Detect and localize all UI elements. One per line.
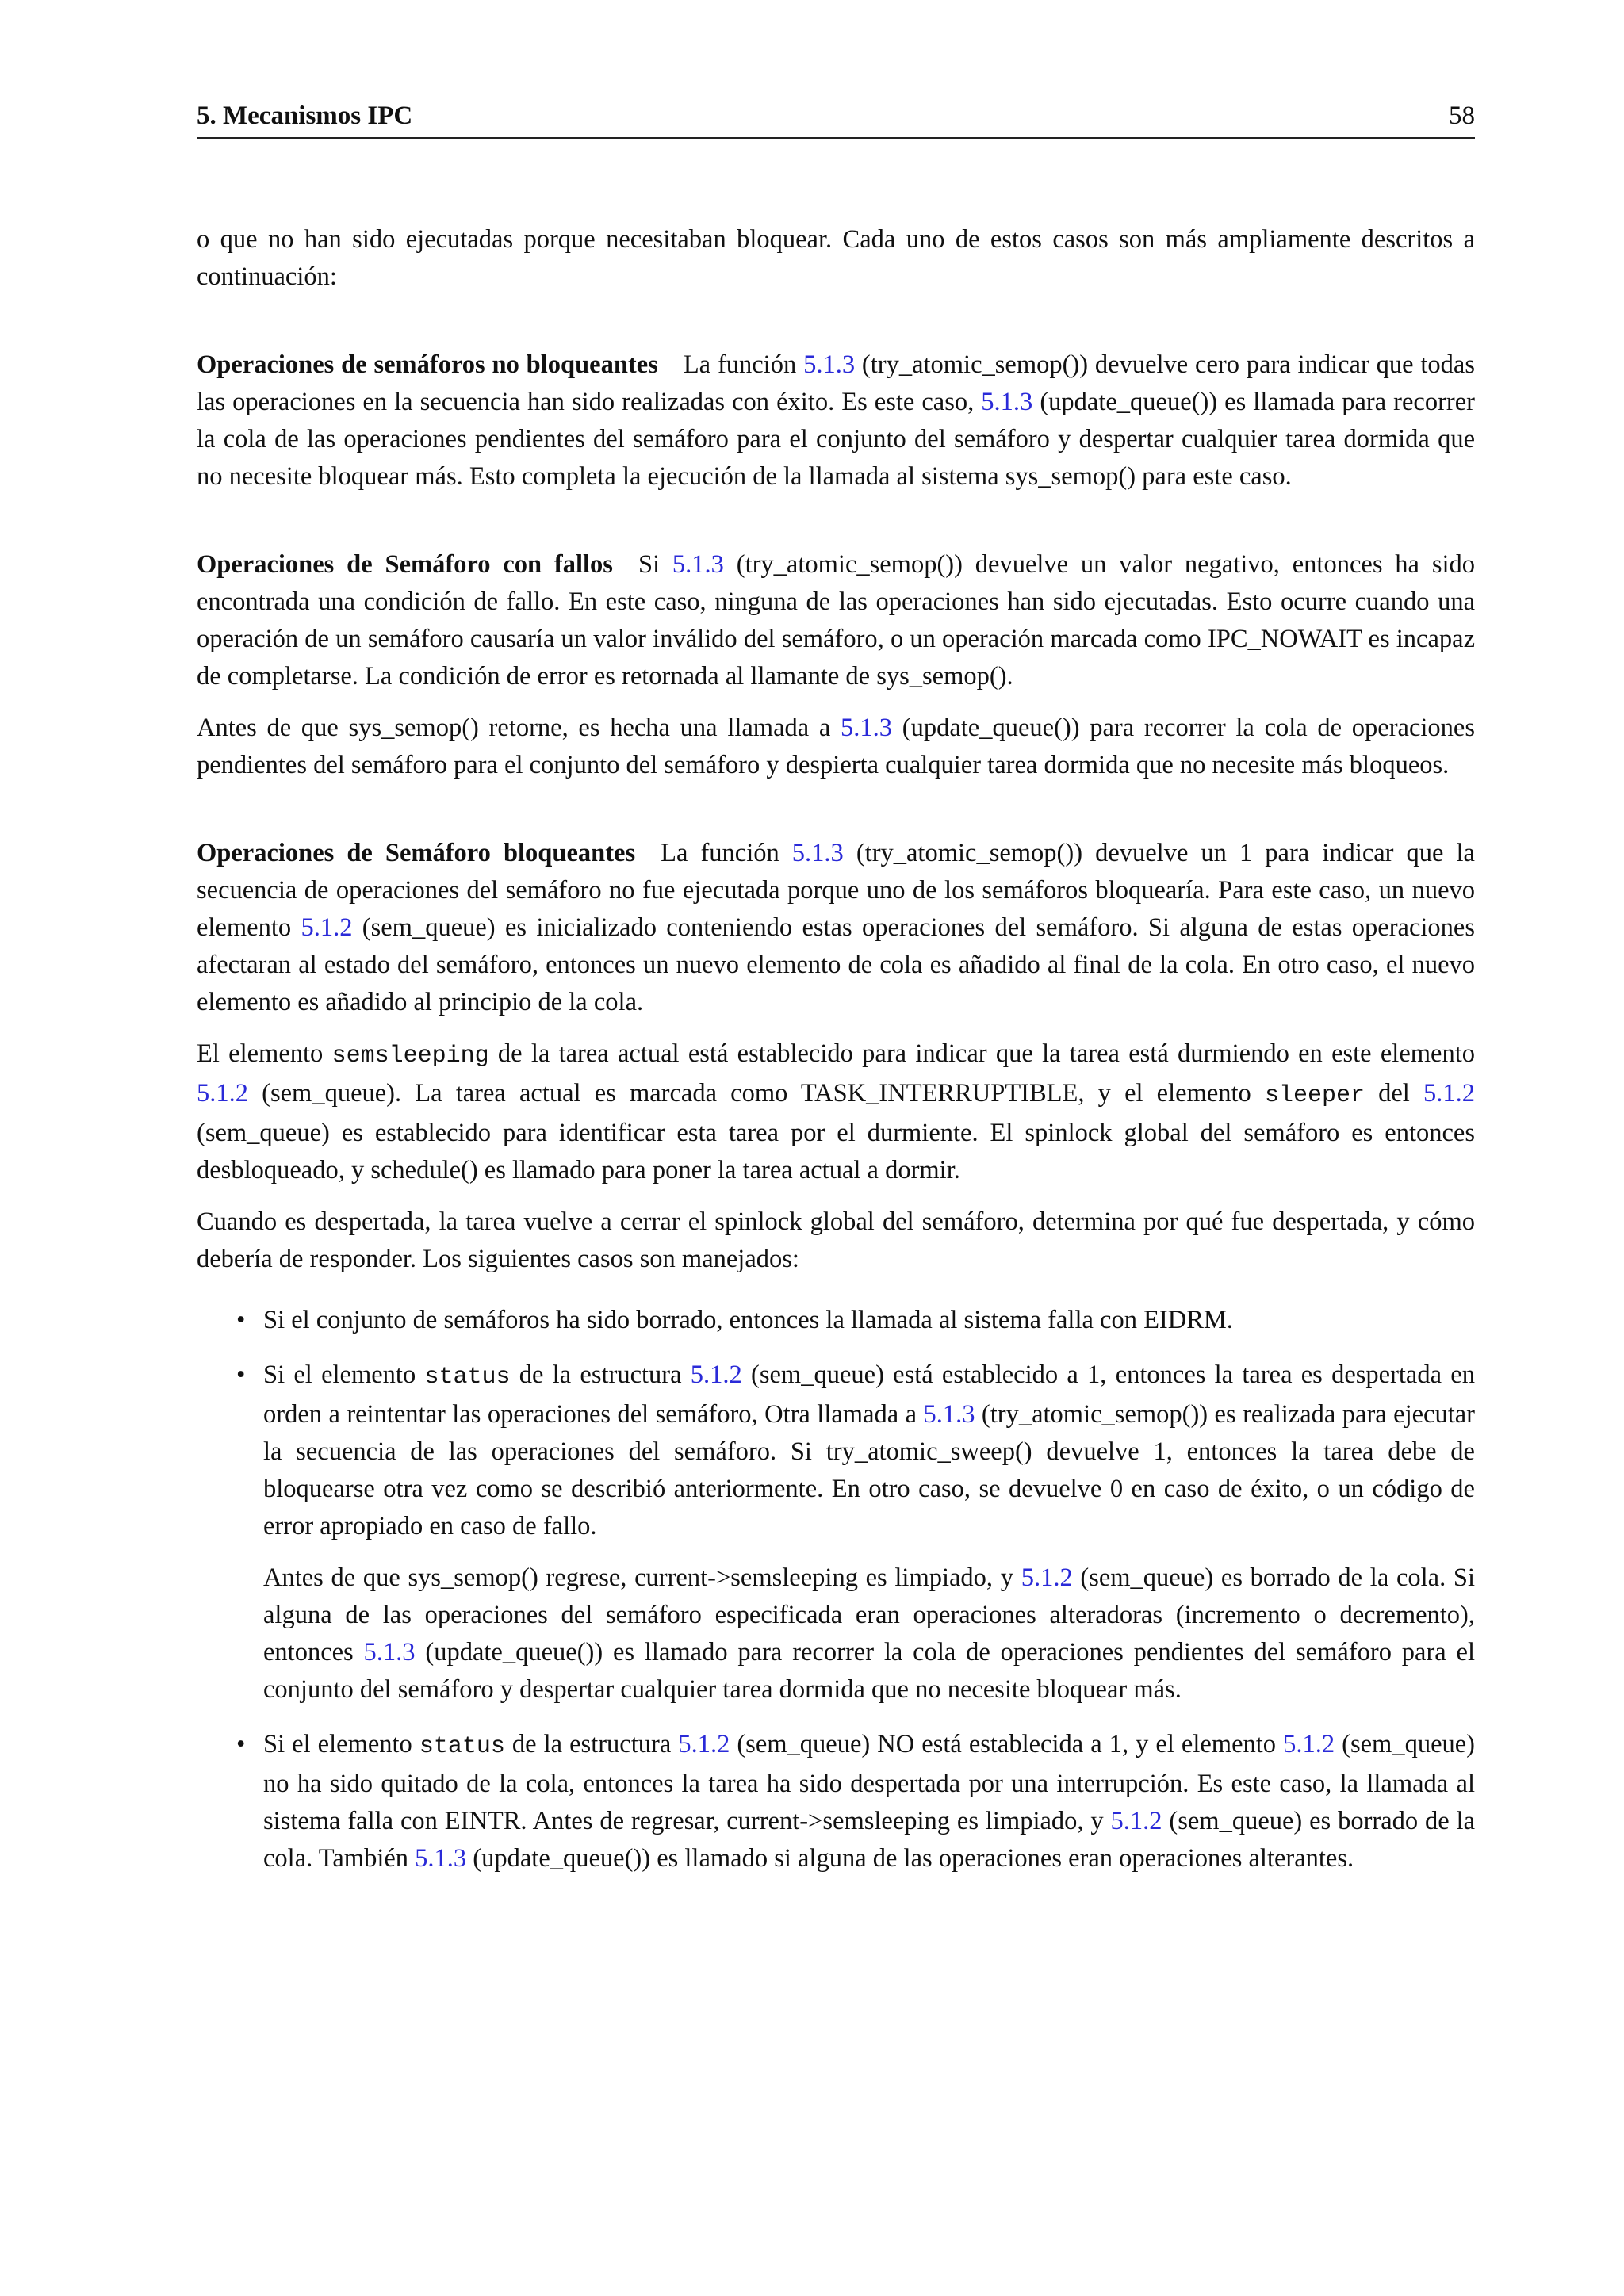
cross-reference-link[interactable]: 5.1.2 — [1021, 1563, 1073, 1592]
cross-reference-link[interactable]: 5.1.3 — [981, 388, 1033, 416]
section-blocking: Operaciones de Semáforo bloqueantes La función 5.1.3 (try_atomic_semop()) devuelve un 1 para indicar que la secuencia de operaciones del semáforo no fue ejecutada porque uno de los semáforos bloquearía. Para este caso, un nuevo elemento 5.1.2 (sem_queue) es inicializado conteniendo estas operaciones del semáforo. Si alguna de estas operaciones afectaran al estado del semáforo, entonces un nuevo elemento de cola es añadido al final de la cola. En otro caso, el nuevo elemento es añadido al principio de la cola. — [197, 839, 1475, 1016]
cross-reference-link[interactable]: 5.1.3 — [791, 839, 844, 867]
list-item: • Si el elemento status de la estructura 5.1.2 (sem_queue) está establecido a 1, entonces la tarea es despertada en orden a reintentar las operaciones del semáforo, Otra llamada a 5.1.3 (try_atomic_semop()) es realizada para ejecutar la secuencia de las operaciones del semáforo. Si try_atomic_sweep() devuelve 1, entonces la tarea debe de bloquearse otra vez como se describió anteriormente. En otro caso, se devuelve 0 en caso de éxito, o un código de error apropiado en caso de fallo. Antes de que sys_semop() regrese, current->semsleeping es limpiado, y 5.1.2 (sem_queue) es borrado de la cola. Si alguna de las operaciones del semáforo especificada eran operaciones alteradoras (incremento o decremento), entonces 5.1.3 (update_queue()) es llamado para recorrer la cola de operaciones pendientes del semáforo para el conjunto del semáforo y despertar cualquier tarea dormida que no necesite bloquear más. — [197, 1357, 1475, 1709]
cross-reference-link[interactable]: 5.1.2 — [678, 1730, 730, 1758]
list-item: • Si el elemento status de la estructura 5.1.2 (sem_queue) NO está establecida a 1, y el elemento 5.1.2 (sem_queue) no ha sido quitado de la cola, entonces la tarea ha sido despertada por una interrupción. Es este caso, la llamada al sistema falla con EINTR. Antes de regresar, current->semsleeping es limpiado, y 5.1.2 (sem_queue) es borrado de la cola. También 5.1.3 (update_queue()) es llamado si alguna de las operaciones eran operaciones alterantes. — [197, 1726, 1475, 1877]
intro-paragraph: o que no han sido ejecutadas porque necesitaban bloquear. Cada uno de estos casos son más ampliamente descritos a continuación: — [197, 225, 1475, 291]
cross-reference-link[interactable]: 5.1.3 — [803, 350, 856, 379]
paragraph: El elemento semsleeping de la tarea actual está establecido para indicar que la tarea está durmiendo en este elemento 5.1.2 (sem_queue). La tarea actual es marcada como TASK_INTERRUPTIBLE, y el elemento sleeper del 5.1.2 (sem_queue) es establecido para identificar esta tarea por el durmiente. El spinlock global del semáforo es entonces desbloqueado, y schedule() es llamado para poner la tarea actual a dormir. — [197, 1039, 1475, 1184]
document-page — [197, 101, 1475, 1895]
paragraph: Antes de que sys_semop() retorne, es hecha una llamada a 5.1.3 (update_queue()) para recorrer la cola de operaciones pendientes del semáforo para el conjunto del semáforo y despierta cualquier tarea dormida que no necesite más bloqueos. — [197, 714, 1475, 779]
section-failures: Operaciones de Semáforo con fallos Si 5.1.3 (try_atomic_semop()) devuelve un valor negativo, entonces ha sido encontrada una condición de fallo. En este caso, ninguna de las operaciones han sido ejecutadas. Esto ocurre cuando una operación de un semáforo causaría un valor inválido del semáforo, o un operación marcada como IPC_NOWAIT es incapaz de completarse. La condición de error es retornada al llamante de sys_semop(). — [197, 550, 1476, 691]
section-heading: Operaciones de Semáforo bloqueantes — [197, 839, 636, 867]
cross-reference-link[interactable]: 5.1.2 — [197, 1079, 248, 1108]
code-identifier: status — [419, 1733, 505, 1760]
cross-reference-link[interactable]: 5.1.3 — [923, 1400, 975, 1429]
chapter-title: 5. Mecanismos IPC — [197, 101, 413, 130]
code-identifier: status — [424, 1364, 511, 1391]
cross-reference-link[interactable]: 5.1.2 — [1110, 1807, 1162, 1835]
cases-list — [197, 1302, 1475, 1877]
cross-reference-link[interactable]: 5.1.2 — [690, 1360, 742, 1389]
running-header — [197, 101, 1475, 139]
cross-reference-link[interactable]: 5.1.3 — [415, 1844, 467, 1873]
bullet-icon: • — [236, 1730, 246, 1758]
bullet-icon: • — [236, 1306, 246, 1334]
page-number: 58 — [1449, 101, 1475, 130]
body-text — [197, 221, 1475, 1877]
bullet-icon: • — [236, 1360, 246, 1389]
cross-reference-link[interactable]: 5.1.2 — [1283, 1730, 1335, 1758]
cross-reference-link[interactable]: 5.1.2 — [301, 913, 353, 942]
section-non-blocking: Operaciones de semáforos no bloqueantes La función 5.1.3 (try_atomic_semop()) devuelve cero para indicar que todas las operaciones en la secuencia han sido realizadas con éxito. Es este caso, 5.1.3 (update_queue()) es llamada para recorrer la cola de las operaciones pendientes del semáforo para el conjunto del semáforo y despertar cualquier tarea dormida que no necesite bloquear más. Esto completa la ejecución de la llamada al sistema sys_semop() para este caso. — [197, 350, 1475, 491]
paragraph: Cuando es despertada, la tarea vuelve a cerrar el spinlock global del semáforo, determina por qué fue despertada, y cómo debería de responder. Los siguientes casos son manejados: — [197, 1207, 1475, 1273]
section-heading: Operaciones de Semáforo con fallos — [197, 550, 613, 579]
list-item: • Si el conjunto de semáforos ha sido borrado, entonces la llamada al sistema falla con EIDRM. — [197, 1302, 1475, 1339]
cross-reference-link[interactable]: 5.1.3 — [841, 714, 893, 742]
cross-reference-link[interactable]: 5.1.3 — [363, 1638, 416, 1667]
section-heading: Operaciones de semáforos no bloqueantes — [197, 350, 658, 379]
cross-reference-link[interactable]: 5.1.2 — [1423, 1079, 1475, 1108]
code-identifier: semsleeping — [331, 1043, 489, 1070]
code-identifier: sleeper — [1264, 1082, 1365, 1109]
cross-reference-link[interactable]: 5.1.3 — [672, 550, 724, 579]
